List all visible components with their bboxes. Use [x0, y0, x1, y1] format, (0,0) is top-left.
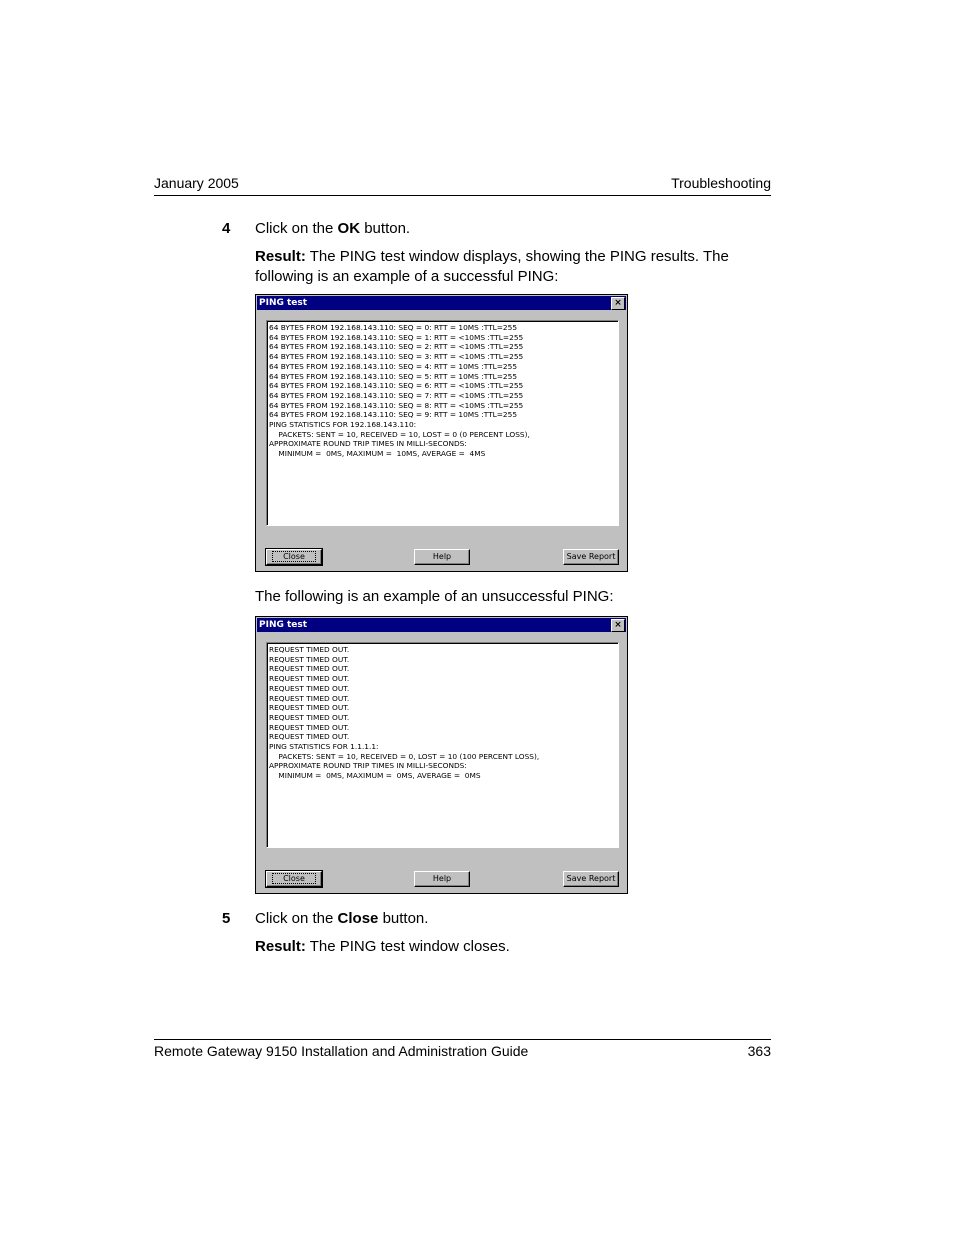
page-header — [154, 175, 771, 196]
window-titlebar — [257, 618, 626, 632]
header-date: January 2005 — [154, 175, 239, 191]
step-4-instruction: Click on the OK button. — [255, 220, 411, 237]
close-keyword: Close — [337, 910, 379, 927]
ok-keyword: OK — [337, 220, 361, 237]
save-report-button[interactable]: Save Report — [563, 871, 619, 887]
help-button[interactable]: Help — [414, 549, 470, 565]
step-5-result: Result: The PING test window closes. — [255, 938, 510, 955]
ping-output: 64 BYTES FROM 192.168.143.110: SEQ = 0: RTT = 10MS :TTL=255 64 BYTES FROM 192.168.143.110: SEQ = 1: RTT = <10MS :TTL=255 64 BYTES FROM 192.168.143.110: SEQ = 2: RTT = <10MS :TTL=255 64 BYTES FROM 192.168.143.110: SEQ = 3: RTT = <10MS :TTL=255 64 BYTES FROM 192.168.143.110: SEQ = 4: RTT = 10MS :TTL=255 64 BYTES FROM 192.168.143.110: SEQ = 5: RTT = 10MS :TTL=255 64 BYTES FROM 192.168.143.110: SEQ = 6: RTT = <10MS :TTL=255 64 BYTES FROM 192.168.143.110: SEQ = 7: RTT = <10MS :TTL=255 64 BYTES FROM 192.168.143.110: SEQ = 8: RTT = <10MS :TTL=255 64 BYTES FROM 192.168.143.110: SEQ = 9: RTT = 10MS :TTL=255 PING STATISTICS FOR 192.168.143.110: PACKETS: SENT = 10, RECEIVED = 10, LOST = 0 (0 PERCENT LOSS), APPROXIMATE ROUND TRIP TIMES IN MILLI-SECONDS: MINIMUM = 0MS, MAXIMUM = 10MS, AVERAGE = 4MS — [266, 320, 619, 526]
page-footer — [154, 1039, 771, 1059]
help-button[interactable]: Help — [414, 871, 470, 887]
close-button[interactable]: Close — [266, 871, 322, 887]
ping-window-fail — [255, 616, 628, 894]
window-title: PING test — [259, 298, 308, 308]
footer-title: Remote Gateway 9150 Installation and Administration Guide — [154, 1043, 529, 1059]
page-number: 363 — [747, 1043, 771, 1059]
save-report-button[interactable]: Save Report — [563, 549, 619, 565]
step-5-instruction: Click on the Close button. — [255, 910, 429, 927]
window-close-icon[interactable]: × — [611, 297, 625, 310]
unsuccessful-intro: The following is an example of an unsuccessful PING: — [255, 588, 614, 605]
window-close-icon[interactable]: × — [611, 619, 625, 632]
close-button[interactable]: Close — [266, 549, 322, 565]
ping-output: REQUEST TIMED OUT. REQUEST TIMED OUT. REQUEST TIMED OUT. REQUEST TIMED OUT. REQUEST TIMED OUT. REQUEST TIMED OUT. REQUEST TIMED OUT. REQUEST TIMED OUT. REQUEST TIMED OUT. REQUEST TIMED OUT. PING STATISTICS FOR 1.1.1.1: PACKETS: SENT = 10, RECEIVED = 0, LOST = 10 (100 PERCENT LOSS), APPROXIMATE ROUND TRIP TIMES IN MILLI-SECONDS: MINIMUM = 0MS, MAXIMUM = 0MS, AVERAGE = 0MS — [266, 642, 619, 848]
step-5-number: 5 — [222, 910, 231, 927]
window-title: PING test — [259, 620, 308, 630]
step-4-result: Result: The PING test window displays, showing the PING results. The following is an example of a successful PING: — [255, 248, 729, 285]
window-titlebar — [257, 296, 626, 310]
ping-window-success — [255, 294, 628, 572]
step-4-number: 4 — [222, 220, 231, 237]
header-section: Troubleshooting — [671, 175, 771, 191]
